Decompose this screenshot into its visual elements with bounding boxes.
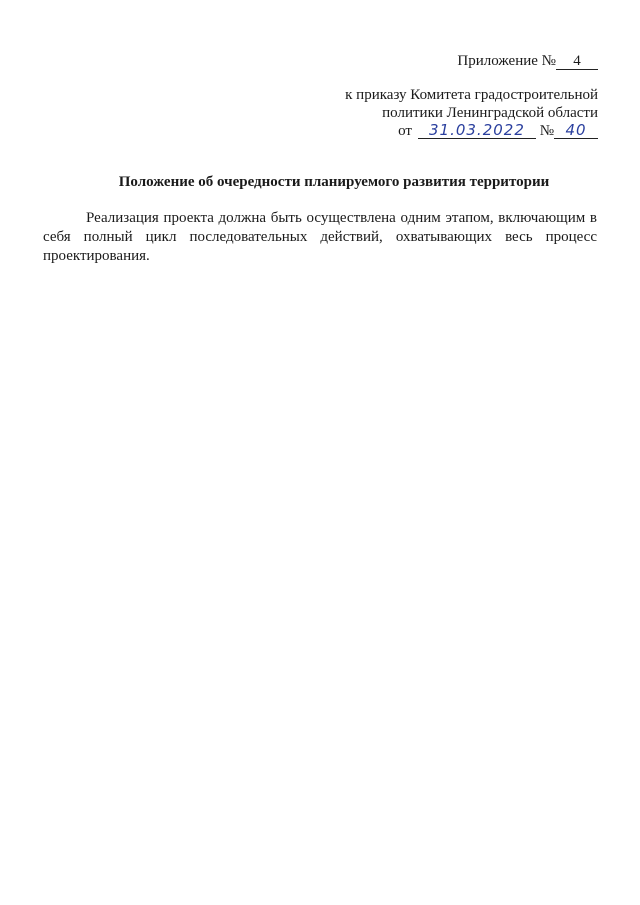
- body-paragraph: Реализация проекта должна быть осуществлена одним этапом, включающим в себя полный цикл последовательных действий, охватывающих весь процесс проектирования.: [43, 210, 597, 264]
- date-prefix: от: [398, 123, 412, 139]
- order-date-row: [398, 121, 598, 140]
- order-line-1: к приказу Комитета градостроительной: [345, 87, 598, 103]
- order-line-2: политики Ленинградской области: [382, 105, 598, 121]
- document-title: Положение об очередности планируемого развития территории: [118, 174, 550, 190]
- order-date: 31.03.2022: [418, 121, 536, 139]
- number-prefix: №: [539, 123, 554, 139]
- order-reference: [345, 86, 598, 122]
- appendix-number: 4: [556, 52, 598, 70]
- appendix-label: Приложение №: [457, 53, 556, 69]
- order-number: 40: [554, 121, 598, 139]
- appendix-line: [457, 52, 598, 70]
